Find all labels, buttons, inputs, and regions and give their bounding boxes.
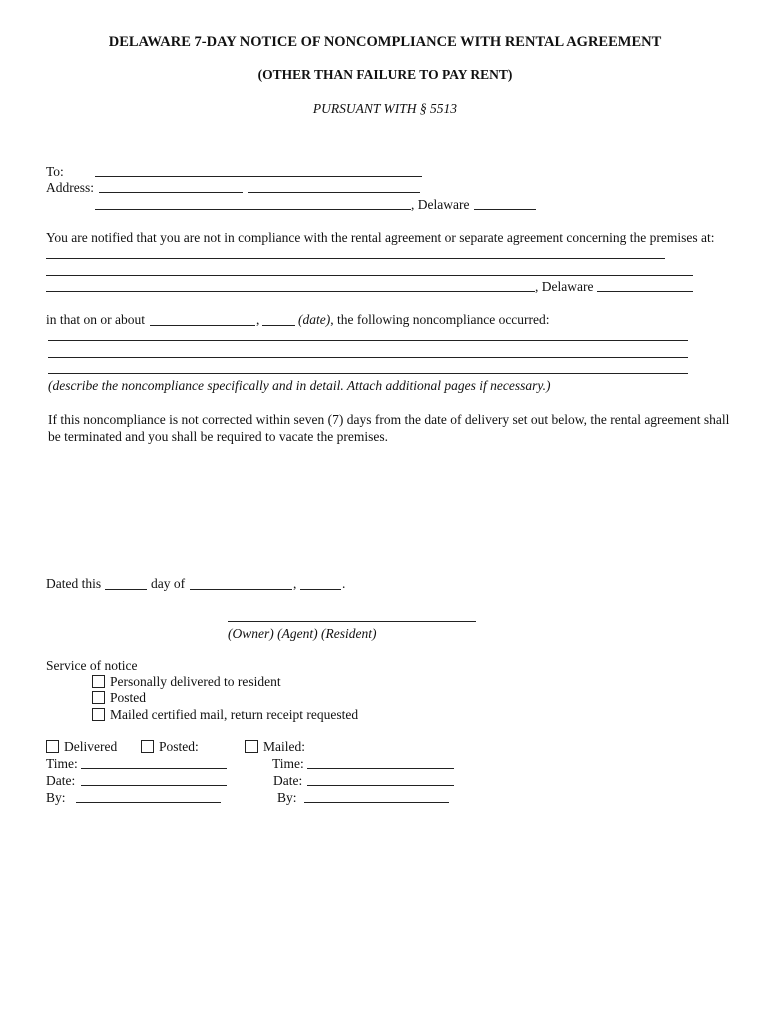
day-of-label: day of xyxy=(151,576,186,591)
delivered-by-label: By: xyxy=(46,790,66,805)
date-suffix xyxy=(298,312,550,328)
delivered-by-field[interactable] xyxy=(76,802,221,803)
delivered-label: Delivered xyxy=(64,739,118,754)
personally-delivered-checkbox[interactable] xyxy=(92,675,105,688)
personally-delivered-label: Personally delivered to resident xyxy=(110,674,281,689)
document-title: DELAWARE 7-DAY NOTICE OF NONCOMPLIANCE WITH RENTAL AGREEMENT xyxy=(108,34,662,50)
posted-label: Posted xyxy=(110,690,147,705)
posted-checkbox[interactable] xyxy=(92,691,105,704)
date-hint: (date) xyxy=(298,312,331,327)
date-prefix-text: in that on or about xyxy=(46,312,145,327)
service-heading: Service of notice xyxy=(46,658,138,673)
noncompliance-line-3[interactable] xyxy=(48,373,688,374)
address-state-label: , Delaware xyxy=(411,197,470,212)
address-city-field[interactable] xyxy=(95,209,411,210)
delivered-time-field[interactable] xyxy=(81,768,227,769)
premises-line-2[interactable] xyxy=(46,275,693,276)
mailed-certified-label: Mailed certified mail, return receipt requested xyxy=(110,707,359,722)
termination-warning: If this noncompliance is not corrected within seven (7) days from the date of delivery set out below, the rental agreement shall be terminated and you shall be required to vacate the premises. xyxy=(48,412,730,444)
premises-line-3[interactable] xyxy=(46,291,535,292)
mailed-certified-checkbox[interactable] xyxy=(92,708,105,721)
date-comma: , xyxy=(256,312,260,327)
posted-delivery-checkbox[interactable] xyxy=(141,740,154,753)
delivered-date-label: Date: xyxy=(46,773,76,788)
address-label: Address: xyxy=(46,180,94,195)
dated-period: . xyxy=(342,576,346,591)
mailed-date-label: Date: xyxy=(273,773,303,788)
delivered-checkbox[interactable] xyxy=(46,740,59,753)
dated-month-field[interactable] xyxy=(190,589,292,590)
statute-reference: PURSUANT WITH § 5513 xyxy=(312,101,458,116)
signature-line[interactable] xyxy=(228,621,476,622)
describe-hint: (describe the noncompliance specifically and in detail. Attach additional pages if necessary.) xyxy=(48,378,551,393)
mailed-time-field[interactable] xyxy=(307,768,454,769)
noncompliance-year-field[interactable] xyxy=(262,325,295,326)
mailed-time-label: Time: xyxy=(272,756,304,771)
mailed-date-field[interactable] xyxy=(307,785,454,786)
delivered-date-field[interactable] xyxy=(81,785,227,786)
mailed-delivery-checkbox[interactable] xyxy=(245,740,258,753)
dated-year-field[interactable] xyxy=(300,589,341,590)
address-zip-field[interactable] xyxy=(474,209,536,210)
dated-day-field[interactable] xyxy=(105,589,147,590)
to-field[interactable] xyxy=(95,176,422,177)
noncompliance-date-field[interactable] xyxy=(150,325,255,326)
notice-intro: You are notified that you are not in compliance with the rental agreement or separate agreement concerning the premises at: xyxy=(46,230,715,245)
document-subtitle: (OTHER THAN FAILURE TO PAY RENT) xyxy=(257,67,513,82)
noncompliance-line-2[interactable] xyxy=(48,357,688,358)
mailed-by-field[interactable] xyxy=(304,802,449,803)
address-field-1[interactable] xyxy=(99,192,243,193)
dated-this-label: Dated this xyxy=(46,576,102,591)
mailed-by-label: By: xyxy=(277,790,297,805)
premises-state-label: , Delaware xyxy=(535,279,594,294)
premises-zip-field[interactable] xyxy=(597,291,693,292)
address-field-2[interactable] xyxy=(248,192,420,193)
dated-comma: , xyxy=(293,576,297,591)
signature-role-caption: (Owner) (Agent) (Resident) xyxy=(228,626,377,641)
date-prefix xyxy=(46,312,145,328)
to-label: To: xyxy=(46,164,64,179)
delivered-time-label: Time: xyxy=(46,756,78,771)
mailed-delivery-label: Mailed: xyxy=(263,739,305,754)
noncompliance-line-1[interactable] xyxy=(48,340,688,341)
premises-line-1[interactable] xyxy=(46,258,665,259)
posted-delivery-label: Posted: xyxy=(159,739,199,754)
date-suffix-text: , the following noncompliance occurred: xyxy=(330,312,550,327)
